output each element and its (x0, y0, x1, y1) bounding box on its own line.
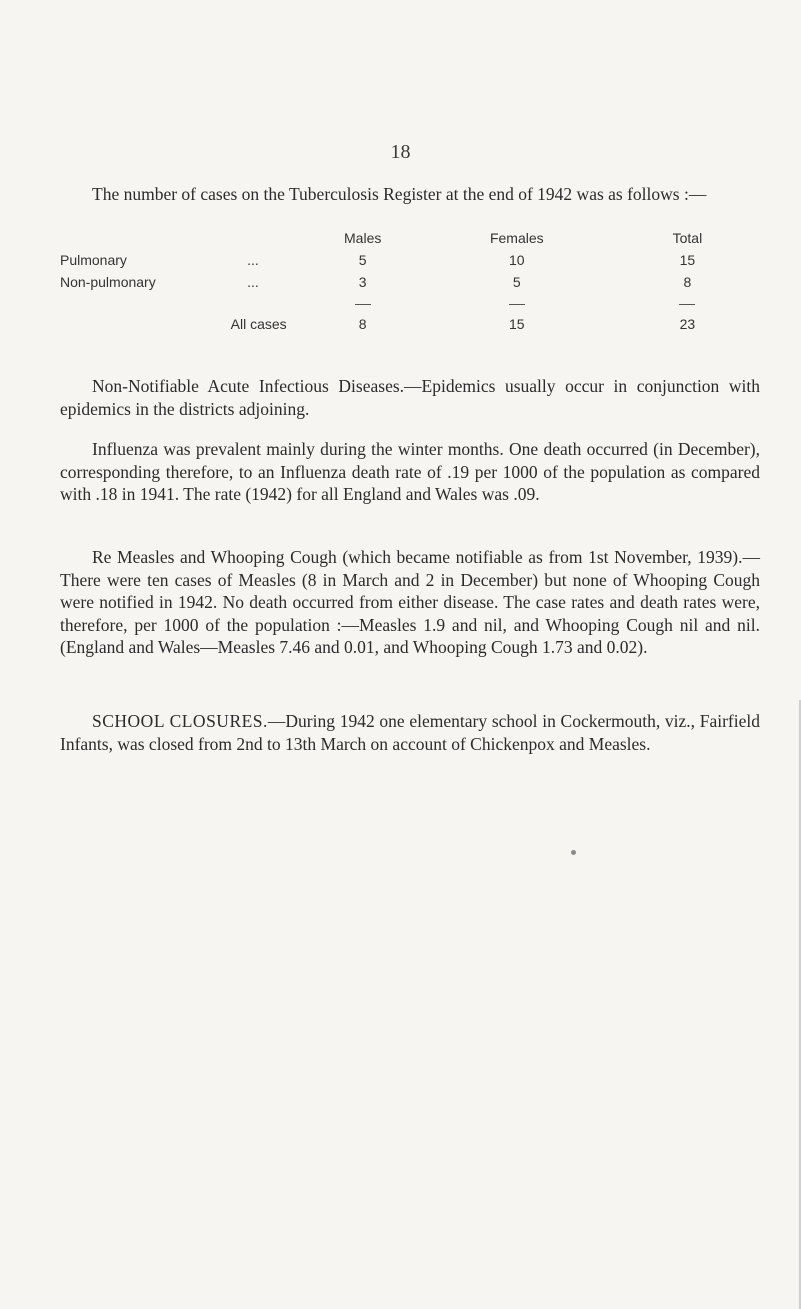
influenza-paragraph: Influenza was prevalent mainly during the winter months. One death occurred (in December), corresponding therefore, to an Influenza death rate of .19 per 1000 of the population as compared with .18 in 1941. The rate (1942) for all England and Wales was .09. (60, 439, 760, 504)
header-males: Males (344, 230, 382, 246)
table-header-row (60, 227, 770, 249)
cell-males: 5 (358, 252, 367, 268)
cell-total: 15 (679, 252, 696, 268)
school-closures-paragraph (60, 710, 760, 755)
school-closures-heading: SCHOOL CLOSURES. (92, 711, 268, 731)
cell-males: 3 (358, 274, 367, 290)
cell-females: 5 (512, 274, 521, 290)
paper-speck (571, 850, 576, 855)
intro-paragraph: The number of cases on the Tuberculosis Register at the end of 1942 was as follows :— (92, 184, 707, 204)
leader-dots: ... (247, 252, 259, 268)
total-all: 23 (679, 316, 696, 332)
row-label: Non-pulmonary (60, 274, 156, 290)
header-females: Females (489, 230, 544, 246)
total-females: 15 (509, 316, 525, 332)
table-total-row (60, 313, 770, 335)
total-males: 8 (358, 316, 367, 332)
table-rule-row (60, 293, 770, 313)
table-row (60, 271, 770, 293)
header-total: Total (672, 230, 703, 246)
sum-rule (355, 304, 371, 305)
measles-paragraph: Re Measles and Whooping Cough (which became notifiable as from 1st November, 1939).—There were ten cases of Measles (8 in March and 2 in December) but none of Whooping Cough were notified in 1942. No death occurred from either disease. The case rates and death rates were, therefore, per 1000 of the population :—Measles 1.9 and nil, and Whooping Cough nil and nil. (England and Wales—Measles 7.46 and 0.01, and Whooping Cough 1.73 and 0.02). (60, 547, 760, 657)
row-label: Pulmonary (60, 252, 127, 268)
tuberculosis-register-table (60, 227, 770, 335)
table-row (60, 249, 770, 271)
cell-total: 8 (683, 274, 692, 290)
school-closures-text: —During 1942 one elementary school in Cockermouth, viz., Fairfield Infants, was closed from 2nd to 13th March on account of Chickenpox and Measles. (60, 711, 761, 754)
leader-dots: ... (247, 274, 259, 290)
non-notifiable-paragraph: Non-Notifiable Acute Infectious Diseases.—Epidemics usually occur in conjunction with epidemics in the districts adjoining. (60, 376, 760, 419)
sum-rule (509, 304, 525, 305)
cell-females: 10 (509, 252, 525, 268)
total-label: All cases (230, 316, 287, 332)
page-number: 18 (390, 141, 411, 163)
sum-rule (679, 304, 695, 305)
